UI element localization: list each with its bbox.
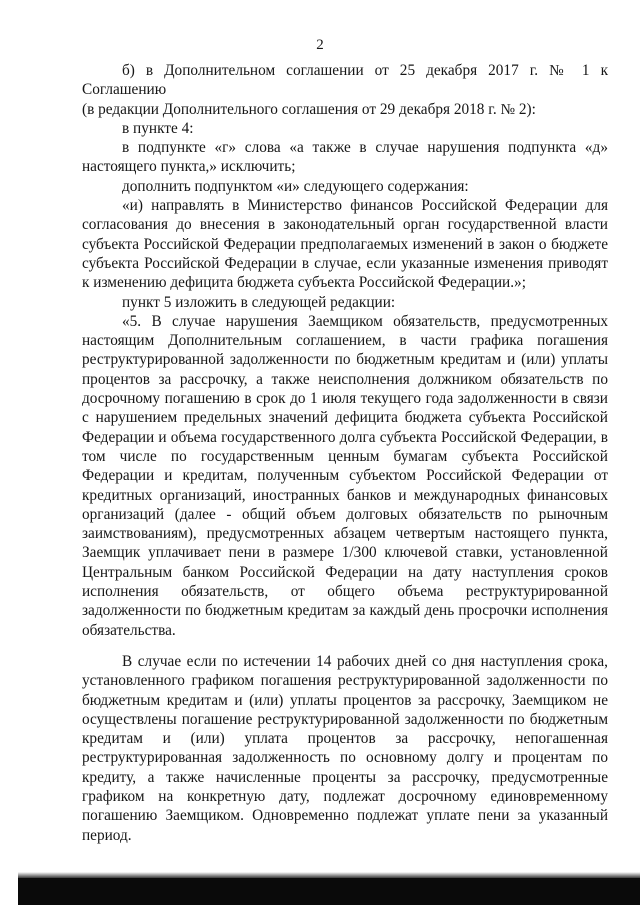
document-body xyxy=(82,61,608,845)
paragraph-intro-continued: (в редакции Дополнительного соглашения от 29 декабря 2018 г. № 2): xyxy=(82,100,536,118)
paragraph-clause-5-text: «5. В случае нарушения Заемщиком обязательств, предусмотренных настоящим Дополнительным соглашением, в части графика погашения реструктурированной задолженности по бюджетным кредитам и (или) уплаты процентов за рассрочку, а также неисполнения должником обязательств по досрочному погашению в срок до 1 июля текущего года задолженности в связи с нарушением предельных значений дефицита бюджета субъекта Российской Федерации и объема государственного долга субъекта Российской Федерации, в том числе по государственным ценным бумагам субъекта Российской Федерации и кредитам, полученным субъектом Российской Федерации от кредитных организаций, иностранных банков и международных финансовых организаций (далее - общий объем долговых обязательств по рыночным заимствованиям), предусмотренных абзацем четвертым настоящего пункта, Заемщик уплачивает пени в размере 1/300 ключевой ставки, установленной Центральным банком Российской Федерации на дату наступления сроков исполнения обязательств, от общего объема реструктурированной задолженности по бюджетным кредитам за каждый день просрочки исполнения обязательства. xyxy=(82,312,608,639)
paragraph-clause-5-second: В случае если по истечении 14 рабочих дней со дня наступления срока, установленного графиком погашения реструктурированной задолженности по бюджетным кредитам и (или) уплаты процентов за рассрочку, Заемщиком не осуществлены погашение реструктурированной задолженности по бюджетным кредитам и (или) уплата процентов за рассрочку, непогашенная реструктурированная задолженность по основному долгу и процентам по кредиту, а также начисленные проценты за рассрочку, предусмотренные графиком на конкретную дату, подлежат досрочному единовременному погашению Заемщиком. Одновременно подлежат уплате пени за указанный период. xyxy=(82,652,608,844)
scan-border-bar xyxy=(18,878,640,905)
paragraph-add-subclause: дополнить подпунктом «и» следующего содержания: xyxy=(122,177,469,195)
paragraph-clause-5-intro: пункт 5 изложить в следующей редакции: xyxy=(122,293,396,311)
paragraph-subclause-i: «и) направлять в Министерство финансов Российской Федерации для согласования до внесения в законодательный орган государственной власти субъекта Российской Федерации предполагаемых изменений в закон о бюджете субъекта Российской Федерации в случае, если указанные изменения приводят к изменению дефицита бюджета субъекта Российской Федерации.»; xyxy=(82,197,608,292)
paragraph-subclause-g: в подпункте «г» слова «а также в случае нарушения подпункта «д» настоящего пункта,» исключить; xyxy=(82,139,608,176)
paragraph-intro: б) в Дополнительном соглашении от 25 декабря 2017 г. № 1 к Соглашению xyxy=(82,62,608,99)
paragraph-clause-4: в пункте 4: xyxy=(122,119,194,137)
page-number: 2 xyxy=(316,37,324,53)
